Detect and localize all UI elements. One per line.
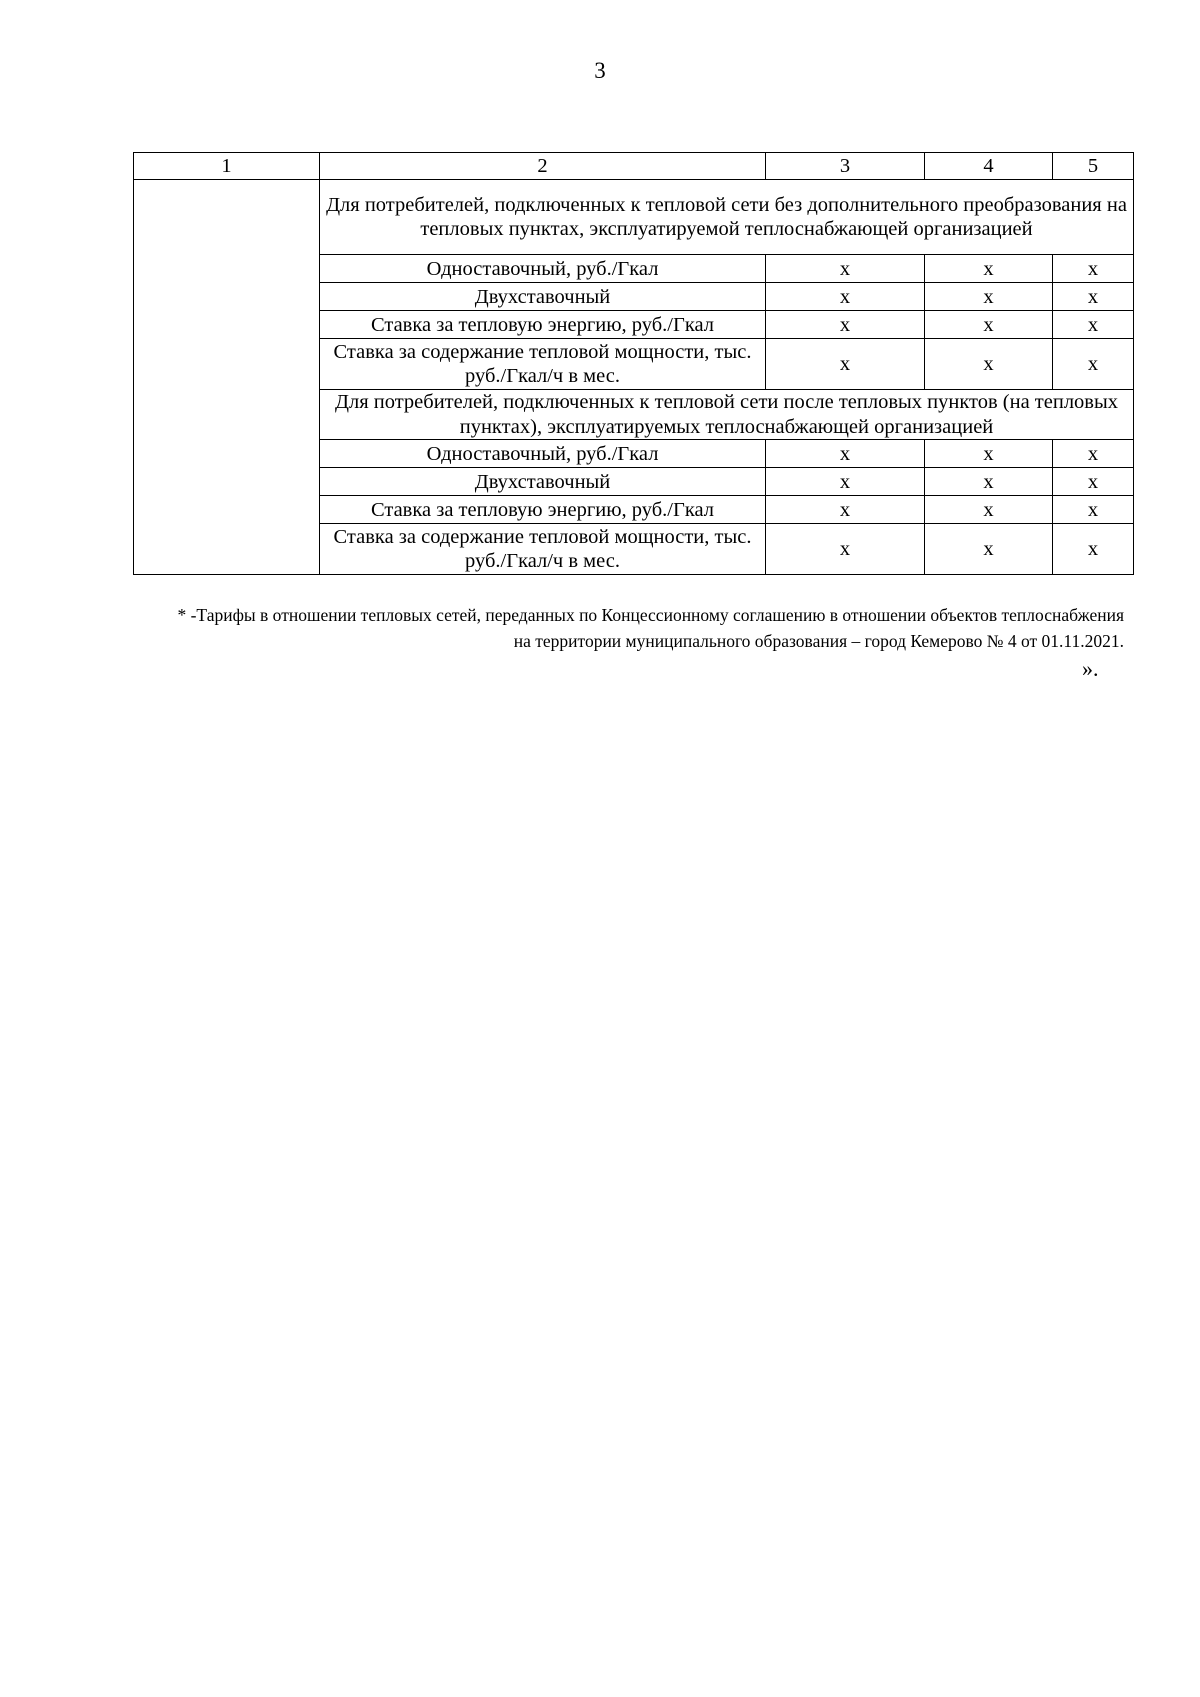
value-cell: x: [1053, 255, 1134, 283]
section-row: [134, 180, 1134, 255]
row-label: Ставка за тепловую энергию, руб./Гкал: [320, 496, 766, 524]
value-cell: x: [1053, 496, 1134, 524]
value-cell: x: [766, 496, 925, 524]
row-label: Двухставочный: [320, 468, 766, 496]
tariff-table: [133, 152, 1134, 575]
footnote: * -Тарифы в отношении тепловых сетей, переданных по Концессионному соглашению в отношении объектов теплоснабжения на территории муниципального образования – город Кемерово № 4 от 01.11.2021.: [177, 605, 1124, 651]
value-cell: x: [925, 524, 1053, 575]
section-title: Для потребителей, подключенных к тепловой сети без дополнительного преобразования на тепловых пунктах, эксплуатируемой теплоснабжающей организацией: [320, 180, 1134, 255]
section-title: Для потребителей, подключенных к тепловой сети после тепловых пунктов (на тепловых пунктах), эксплуатируемых теплоснабжающей организацией: [320, 390, 1134, 440]
value-cell: x: [925, 339, 1053, 390]
row-label: Одноставочный, руб./Гкал: [320, 255, 766, 283]
value-cell: x: [1053, 524, 1134, 575]
value-cell: x: [766, 283, 925, 311]
value-cell: x: [1053, 339, 1134, 390]
value-cell: x: [1053, 283, 1134, 311]
value-cell: x: [925, 440, 1053, 468]
value-cell: x: [1053, 468, 1134, 496]
value-cell: x: [766, 311, 925, 339]
row-label: Ставка за содержание тепловой мощности, тыс. руб./Гкал/ч в мес.: [320, 339, 766, 390]
closing-quote-mark: ».: [1082, 656, 1099, 681]
value-cell: x: [766, 255, 925, 283]
header-cell-4: 4: [925, 153, 1053, 180]
value-cell: x: [766, 468, 925, 496]
value-cell: x: [925, 255, 1053, 283]
row-label: Одноставочный, руб./Гкал: [320, 440, 766, 468]
value-cell: x: [1053, 440, 1134, 468]
header-cell-2: 2: [320, 153, 766, 180]
value-cell: x: [766, 339, 925, 390]
value-cell: x: [925, 496, 1053, 524]
value-cell: x: [1053, 311, 1134, 339]
blank-column-cell: [134, 180, 320, 575]
header-cell-1: 1: [134, 153, 320, 180]
table-header-row: [134, 153, 1134, 180]
value-cell: x: [766, 440, 925, 468]
header-cell-5: 5: [1053, 153, 1134, 180]
header-cell-3: 3: [766, 153, 925, 180]
value-cell: x: [766, 524, 925, 575]
value-cell: x: [925, 311, 1053, 339]
value-cell: x: [925, 283, 1053, 311]
row-label: Ставка за содержание тепловой мощности, тыс. руб./Гкал/ч в мес.: [320, 524, 766, 575]
row-label: Двухставочный: [320, 283, 766, 311]
page-number: 3: [594, 58, 606, 83]
row-label: Ставка за тепловую энергию, руб./Гкал: [320, 311, 766, 339]
value-cell: x: [925, 468, 1053, 496]
